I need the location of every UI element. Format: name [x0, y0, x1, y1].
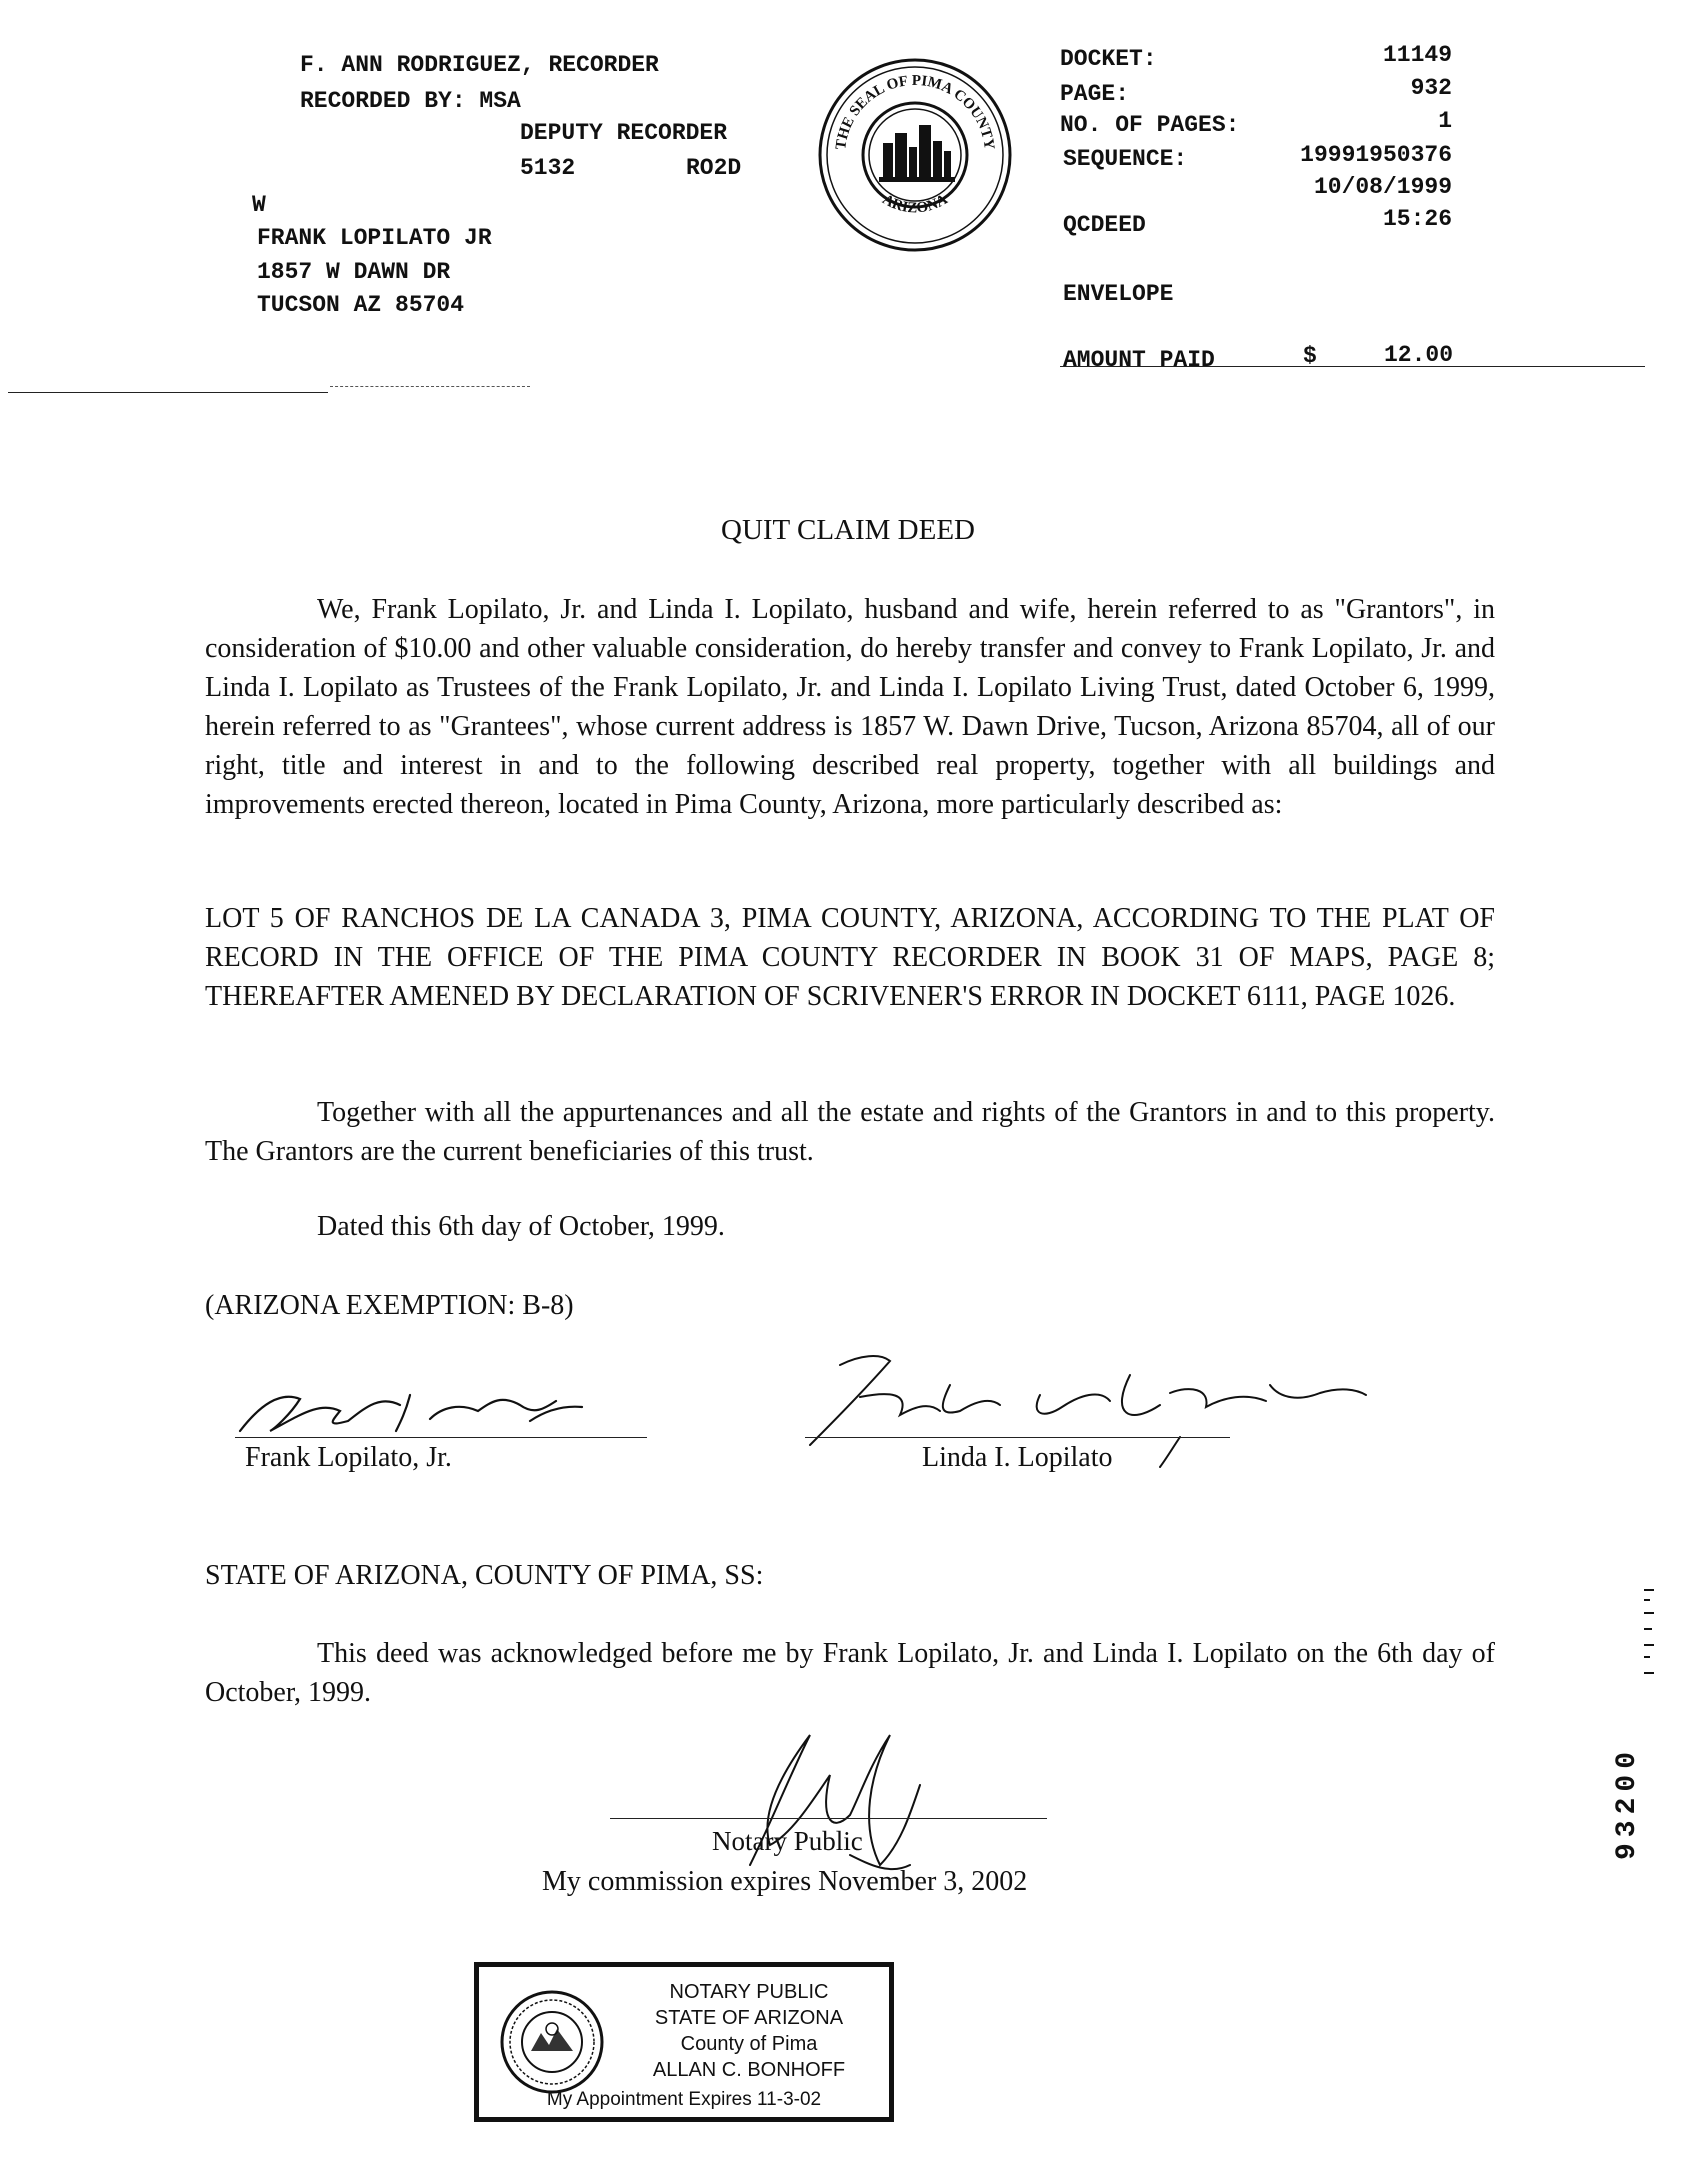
commission-line: My commission expires November 3, 2002: [542, 1866, 1028, 1897]
pima-county-seal: [815, 55, 1015, 255]
header-rule-left: [8, 392, 328, 393]
stamp-line-3: County of Pima: [680, 2033, 818, 2055]
header-rule-right: [1060, 366, 1645, 367]
margin-tick-marks: [1640, 1585, 1658, 1685]
sequence-label: SEQUENCE:: [1063, 146, 1188, 172]
docket-label: DOCKET:: [1060, 46, 1157, 72]
currency-symbol: $: [1303, 343, 1317, 369]
exemption-line: (ARIZONA EXEMPTION: B-8): [205, 1290, 574, 1321]
addressee-street: 1857 W DAWN DR: [257, 259, 451, 285]
amount-label: AMOUNT PAID: [1063, 347, 1215, 373]
signature-line-1: [235, 1437, 647, 1438]
seal-bottom-text: ARIZONA: [879, 191, 951, 217]
notary-label: Notary Public: [712, 1826, 863, 1856]
amount-value: 12.00: [1383, 342, 1453, 368]
notary-stamp: [474, 1962, 894, 2122]
dated-line: Dated this 6th day of October, 1999.: [317, 1211, 725, 1242]
record-date: 10/08/1999: [1313, 174, 1452, 200]
stamp-line-2: STATE OF ARIZONA: [654, 2007, 844, 2029]
pages-label: NO. OF PAGES:: [1060, 112, 1240, 138]
page-value: 932: [1410, 75, 1452, 101]
grantor-signature-1: [230, 1365, 650, 1445]
stamp-line-4: ALLAN C. BONHOFF: [652, 2059, 846, 2081]
stamp-line-5: My Appointment Expires 11-3-02: [546, 2089, 822, 2110]
legal-description: LOT 5 OF RANCHOS DE LA CANADA 3, PIMA COUNTY, ARIZONA, ACCORDING TO THE PLAT OF RECORD IN THE OFFICE OF THE PIMA COUNTY RECORDER IN BOOK 31 OF MAPS, PAGE 8; THEREAFTER AMENED BY DECLARATION OF SCRIVENER'S ERROR IN DOCKET 6111, PAGE 1026.: [205, 903, 1495, 1012]
page-label: PAGE:: [1060, 81, 1130, 107]
deed-title: QUIT CLAIM DEED: [721, 514, 975, 546]
addressee-name: FRANK LOPILATO JR: [257, 225, 492, 251]
addressee-city: TUCSON AZ 85704: [257, 292, 465, 318]
envelope-label: ENVELOPE: [1063, 281, 1174, 307]
pages-value: 1: [1438, 108, 1452, 134]
notary-signature-line: [610, 1818, 1047, 1819]
arizona-state-seal: [499, 1989, 605, 2095]
appurtenances-paragraph: Together with all the appurtenances and all the estate and rights of the Grantors in and to this property. The Grantors are the current beneficiaries of this trust.: [205, 1097, 1495, 1167]
notary-signature: [660, 1715, 960, 1885]
docket-value: 11149: [1382, 42, 1452, 68]
acknowledgment-paragraph: This deed was acknowledged before me by Frank Lopilato, Jr. and Linda I. Lopilato on the 6th day of October, 1999.: [205, 1638, 1495, 1708]
header-rule-dashed: [330, 386, 530, 387]
margin-page-stamp: 93200: [1612, 1745, 1643, 1860]
return-flag: W: [252, 192, 266, 218]
svg-text:THE SEAL OF PIMA COUNTY: [833, 73, 997, 151]
stamp-line-1: NOTARY PUBLIC: [669, 1981, 829, 2003]
deputy-recorder: DEPUTY RECORDER: [520, 120, 728, 146]
signer-1-name: Frank Lopilato, Jr.: [245, 1442, 452, 1473]
venue-line: STATE OF ARIZONA, COUNTY OF PIMA, SS:: [205, 1560, 764, 1591]
recorded-by: RECORDED BY: MSA: [300, 88, 521, 114]
signer-2-name: Linda I. Lopilato: [922, 1442, 1113, 1473]
recorder-name: F. ANN RODRIGUEZ, RECORDER: [300, 52, 659, 78]
grant-paragraph: We, Frank Lopilato, Jr. and Linda I. Lopilato, husband and wife, herein referred to as "Grantors", in consideration of $10.00 and other valuable consideration, do hereby transfer and convey to Frank Lopilato, Jr. and Linda I. Lopilato as Trustees of the Frank Lopilato, Jr. and Linda I. Lopilato Living Trust, dated October 6, 1999, herein referred to as "Grantees", whose current address is 1857 W. Dawn Drive, Tucson, Arizona 85704, all of our right, title and interest in and to the following described real property, together with all buildings and improvements erected thereon, located in Pima County, Arizona, more particularly described as:: [205, 594, 1495, 820]
record-time: 15:26: [1382, 206, 1452, 232]
recorder-code-2: RO2D: [686, 155, 742, 181]
signature-line-2: [805, 1437, 1230, 1438]
seal-top-text: THE SEAL OF PIMA COUNTY: [833, 72, 997, 151]
document-type: QCDEED: [1063, 212, 1146, 238]
recorder-code: 5132: [520, 155, 576, 181]
svg-text:ARIZONA: [880, 192, 951, 217]
sequence-value: 19991950376: [1300, 142, 1452, 168]
